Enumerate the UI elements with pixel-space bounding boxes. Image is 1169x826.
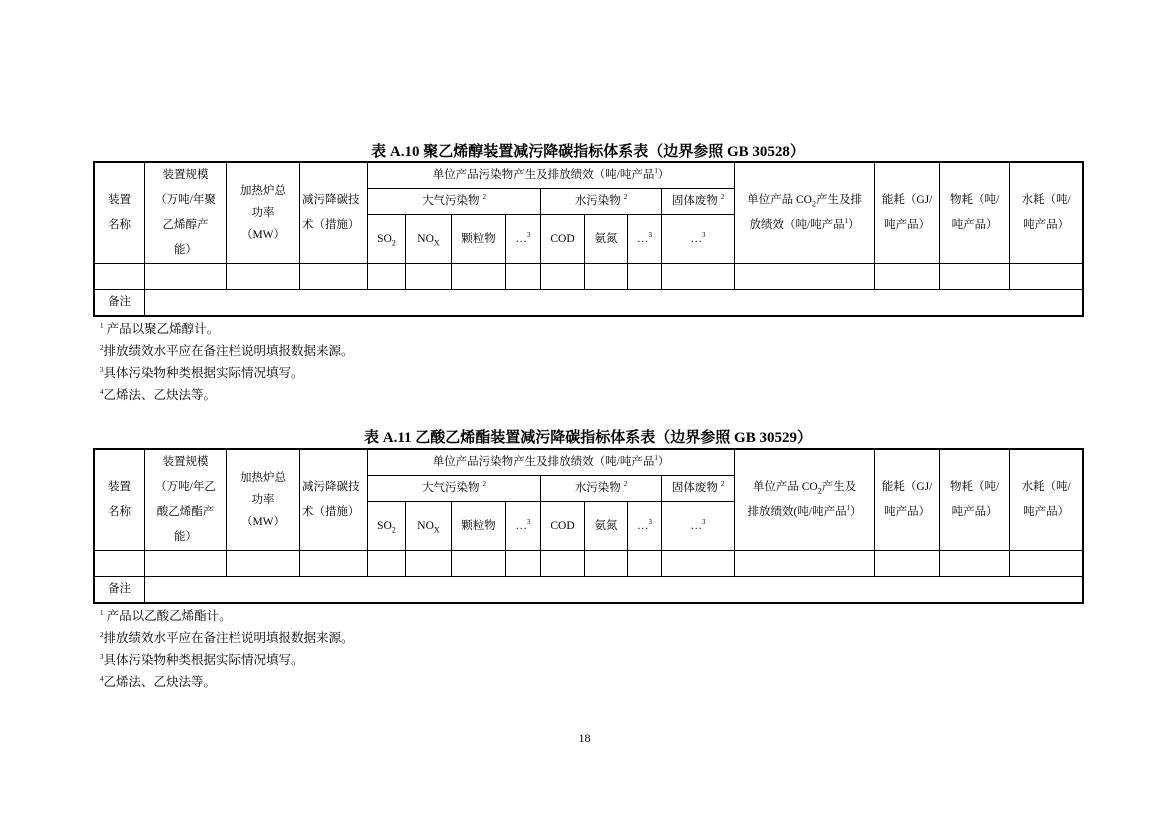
header-energy: 能耗（GJ/ 吨产品） — [875, 163, 940, 264]
header-co2: 单位产品 $CO_2$产生及 排放绩效(吨/吨产品$^1$） — [735, 450, 875, 551]
data-cell[interactable] — [368, 551, 406, 577]
footnote: $^1$ 产品以乙酸乙烯酯计。 — [100, 608, 232, 623]
data-cell[interactable] — [628, 264, 662, 290]
header-pollutant-group: 单位产品污染物产生及排放绩效（吨/吨产品$^1$） — [368, 163, 735, 189]
header-air-other: …$^3$ — [506, 502, 541, 551]
header-water: 水污染物 $^2$ — [541, 476, 662, 502]
data-cell[interactable] — [145, 551, 227, 577]
page-number: 18 — [578, 731, 591, 745]
data-cell[interactable] — [585, 551, 628, 577]
header-water: 水污染物 $^2$ — [541, 189, 662, 215]
header-co2: 单位产品 $CO_2$产生及排 放绩效（吨/吨产品$^1$） — [735, 163, 875, 264]
remark-label: 备注 — [95, 290, 145, 316]
header-cod: COD — [541, 215, 585, 264]
data-cell[interactable] — [940, 264, 1010, 290]
header-device-name: 装置 名称 — [95, 450, 145, 551]
table-a11-notes — [100, 605, 354, 693]
data-cell[interactable] — [506, 264, 541, 290]
data-cell[interactable] — [300, 551, 368, 577]
data-cell[interactable] — [95, 551, 145, 577]
header-nh3: 氨氮 — [585, 215, 628, 264]
header-pm: 颗粒物 — [452, 215, 506, 264]
header-nh3: 氨氮 — [585, 502, 628, 551]
data-cell[interactable] — [662, 264, 735, 290]
data-cell[interactable] — [406, 551, 452, 577]
data-cell[interactable] — [628, 551, 662, 577]
header-cod: COD — [541, 502, 585, 551]
table-row — [95, 551, 1083, 577]
header-so2: $SO_2$ — [368, 502, 406, 551]
header-water-other: …$^3$ — [628, 502, 662, 551]
data-cell[interactable] — [227, 551, 300, 577]
data-cell[interactable] — [452, 551, 506, 577]
header-water-other: …$^3$ — [628, 215, 662, 264]
header-solid: 固体废物 $^2$ — [662, 476, 735, 502]
footnote: $^2$排放绩效水平应在备注栏说明填报数据来源。 — [100, 630, 354, 645]
footnote: $^1$ 产品以聚乙烯醇计。 — [100, 321, 220, 336]
data-cell[interactable] — [541, 551, 585, 577]
table-a10-notes — [100, 318, 354, 406]
data-cell[interactable] — [145, 264, 227, 290]
header-air: 大气污染物 $^2$ — [368, 476, 541, 502]
header-water-consumption: 水耗（吨/ 吨产品） — [1010, 450, 1083, 551]
data-cell[interactable] — [940, 551, 1010, 577]
table-row — [95, 264, 1083, 290]
header-pollutant-group: 单位产品污染物产生及排放绩效（吨/吨产品$^1$） — [368, 450, 735, 476]
header-so2: $SO_2$ — [368, 215, 406, 264]
header-tech: 减污降碳技 术（措施） — [300, 450, 368, 551]
data-cell[interactable] — [406, 264, 452, 290]
data-cell[interactable] — [300, 264, 368, 290]
header-water-consumption: 水耗（吨/ 吨产品） — [1010, 163, 1083, 264]
header-scale: 装置规模 （万吨/年乙 酸乙烯酯产 能） — [145, 450, 227, 551]
remark-cell[interactable] — [145, 577, 1083, 603]
data-cell[interactable] — [1010, 551, 1083, 577]
data-cell[interactable] — [735, 264, 875, 290]
data-cell[interactable] — [506, 551, 541, 577]
header-solid-other: …$^3$ — [662, 215, 735, 264]
header-material: 物耗（吨/ 吨产品） — [940, 450, 1010, 551]
header-furnace-power: 加热炉总 功率 （MW） — [227, 450, 300, 551]
header-tech: 减污降碳技 术（措施） — [300, 163, 368, 264]
footnote: $^4$乙烯法、乙炔法等。 — [100, 387, 217, 402]
data-cell[interactable] — [735, 551, 875, 577]
header-pm: 颗粒物 — [452, 502, 506, 551]
header-material: 物耗（吨/ 吨产品） — [940, 163, 1010, 264]
data-cell[interactable] — [875, 264, 940, 290]
table-a11 — [94, 449, 1083, 603]
table-a11-title: 表 A.11 乙酸乙烯酯装置减污降碳指标体系表（边界参照 GB 30529） — [364, 430, 812, 446]
header-solid-other: …$^3$ — [662, 502, 735, 551]
remark-cell[interactable] — [145, 290, 1083, 316]
header-nox: $NO_X$ — [406, 502, 452, 551]
data-cell[interactable] — [227, 264, 300, 290]
data-cell[interactable] — [541, 264, 585, 290]
header-air: 大气污染物 $^2$ — [368, 189, 541, 215]
data-cell[interactable] — [1010, 264, 1083, 290]
footnote: $^3$具体污染物种类根据实际情况填写。 — [100, 365, 304, 380]
data-cell[interactable] — [95, 264, 145, 290]
header-nox: $NO_X$ — [406, 215, 452, 264]
table-a10 — [94, 162, 1083, 316]
header-solid: 固体废物 $^2$ — [662, 189, 735, 215]
data-cell[interactable] — [368, 264, 406, 290]
header-device-name: 装置 名称 — [95, 163, 145, 264]
footnote: $^2$排放绩效水平应在备注栏说明填报数据来源。 — [100, 343, 354, 358]
table-a10-title: 表 A.10 聚乙烯醇装置减污降碳指标体系表（边界参照 GB 30528） — [371, 144, 805, 160]
footnote: $^3$具体污染物种类根据实际情况填写。 — [100, 652, 304, 667]
header-furnace-power: 加热炉总 功率 （MW） — [227, 163, 300, 264]
data-cell[interactable] — [585, 264, 628, 290]
remark-label: 备注 — [95, 577, 145, 603]
data-cell[interactable] — [662, 551, 735, 577]
header-energy: 能耗（GJ/ 吨产品） — [875, 450, 940, 551]
footnote: $^4$乙烯法、乙炔法等。 — [100, 674, 217, 689]
header-scale: 装置规模 （万吨/年聚 乙烯醇产 能） — [145, 163, 227, 264]
data-cell[interactable] — [452, 264, 506, 290]
header-air-other: …$^3$ — [506, 215, 541, 264]
data-cell[interactable] — [875, 551, 940, 577]
